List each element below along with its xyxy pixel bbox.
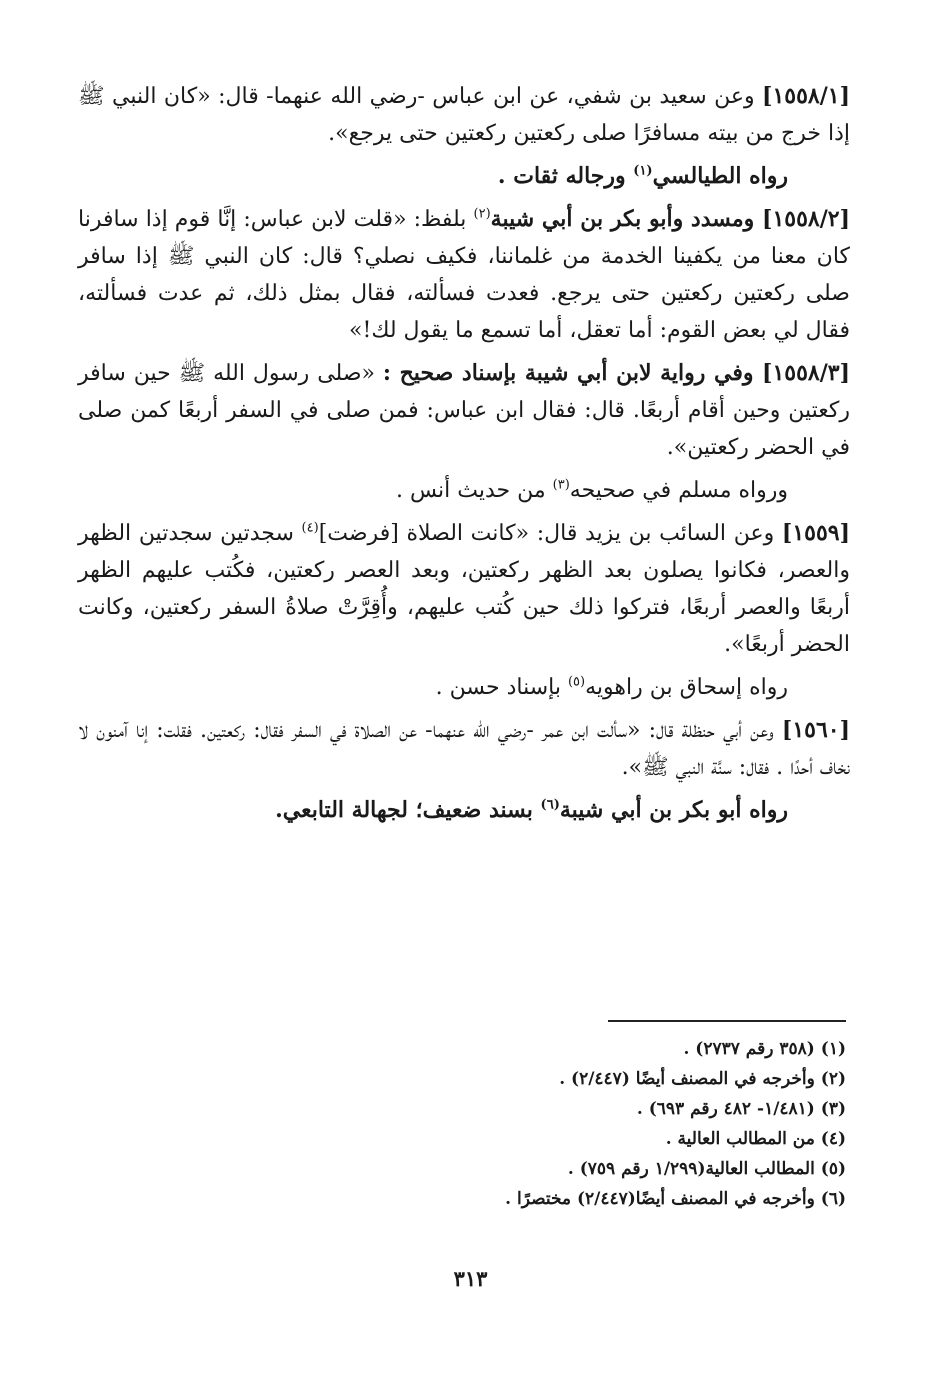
hadith-1560	[78, 712, 850, 786]
footnote-item: (٤) من المطالب العالية .	[665, 1129, 846, 1149]
narration-text: ورواه مسلم في صحيحه	[569, 478, 788, 503]
footnote-ref-6[interactable]: (٦)	[540, 797, 560, 813]
footnote-item: (٣) (١/٤٨١- ٤٨٢ رقم ٦٩٣) .	[636, 1099, 846, 1119]
page-number: ٣١٣	[453, 1266, 488, 1291]
hadith-text: سجدتين سجدتين الظهر والعصر، فكانوا يصلون بعد الظهر ركعتين، وبعد العصر ركعتين، فكُتب عليهم الظهر أربعًا والعصر أربعًا، فتركوا ذلك حين كُتب عليهم، وأُقِرَّتْ صلاةُ السفر ركعتين، وكانت الحضر أربعًا».	[78, 521, 850, 657]
hadith-1558-1	[78, 78, 850, 152]
footnote-ref-2[interactable]: (٢)	[473, 206, 491, 222]
hadith-1558-2	[78, 201, 850, 349]
narration-text: رواه الطيالسي	[652, 163, 788, 189]
hadith-number: [١٥٦٠]	[781, 717, 850, 743]
narration-text: من حديث أنس .	[396, 478, 553, 503]
narration-text: بسند ضعيف؛ لجهالة التابعي.	[275, 797, 541, 823]
footnote-item: (٢) وأخرجه في المصنف أيضًا (٢/٤٤٧) .	[559, 1069, 846, 1089]
footnote-divider	[608, 1020, 846, 1022]
page-body	[78, 78, 850, 829]
hadith-text: وعن السائب بن يزيد قال: «كانت الصلاة [فرضت]	[318, 521, 782, 546]
narration-note-3	[78, 472, 788, 509]
hadith-text: وعن سعيد بن شفي، عن ابن عباس -رضي الله عنهما- قال: «كان النبي ﷺ إذا خرج من بيته مسافرًا صلى ركعتين ركعتين حتى يرجع».	[78, 84, 850, 146]
narration-text: ورجاله ثقات .	[497, 163, 634, 189]
narration-text: بإسناد حسن .	[435, 675, 568, 700]
hadith-number: [١٥٥٨/٢] ومسدد وأبو بكر بن أبي شيبة	[490, 206, 851, 232]
hadith-1558-3	[78, 355, 850, 466]
footnote-item: (٦) وأخرجه في المصنف أيضًا(٢/٤٤٧) مختصرًا .	[505, 1189, 846, 1209]
hadith-number: [١٥٥٩]	[781, 520, 850, 546]
footnote-ref-4[interactable]: (٤)	[301, 520, 319, 536]
hadith-number: [١٥٥٨/٣] وفي رواية لابن أبي شيبة بإسناد صحيح :	[382, 360, 850, 386]
hadith-number: [١٥٥٨/١]	[762, 83, 850, 109]
footnote-ref-5[interactable]: (٥)	[567, 674, 586, 690]
footnotes-list	[400, 1034, 846, 1214]
footnote-ref-1[interactable]: (١)	[633, 163, 653, 179]
hadith-1559	[78, 515, 850, 663]
hadith-text: بلفظ: «قلت لابن عباس: إنَّا قوم إذا سافرنا كان معنا من يكفينا الخدمة من غلماننا، فكيف نصلي؟ قال: كان النبي ﷺ إذا سافر صلى ركعتين ركعتين حتى يرجع. فعدت فسألته، فقال بمثل ذلك، ثم عدت فسألته، فقال لي بعض القوم: أما تعقل، أما تسمع ما يقول لك!»	[78, 207, 850, 343]
narration-note-1	[78, 158, 788, 195]
footnote-item: (٥) المطالب العالية(١/٢٩٩ رقم ٧٥٩) .	[567, 1159, 846, 1179]
footnote-ref-3[interactable]: (٣)	[552, 477, 570, 493]
footnote-item: (١) (٣٥٨ رقم ٢٧٣٧) .	[683, 1039, 846, 1059]
narration-text: رواه أبو بكر بن أبي شيبة	[559, 797, 788, 823]
hadith-text: وعن أبي حنظلة قال: «سألت ابن عمر -رضي الله عنهما- عن الصلاة في السفر فقال: ركعتين. فقلت: إنا آمنون لا نخاف أحدًا . فقال: سنَّة النبي ﷺ».	[78, 718, 850, 780]
narration-note-4	[78, 669, 788, 706]
narration-note-5	[78, 792, 788, 829]
narration-text: رواه إسحاق بن راهويه	[585, 675, 788, 700]
hadith-text: «صلى رسول الله ﷺ حين سافر ركعتين وحين أقام أربعًا. قال: فقال ابن عباس: فمن صلى في السفر أربعًا كمن صلى في الحضر ركعتين».	[78, 361, 850, 460]
